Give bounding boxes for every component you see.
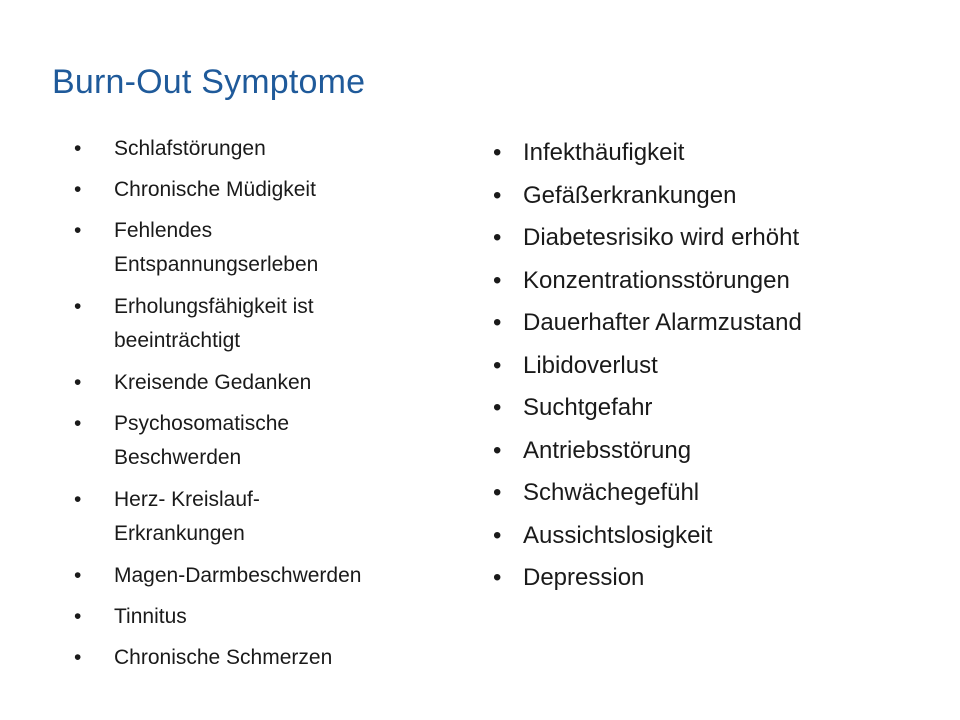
list-item-text: Psychosomatische Beschwerden [114, 412, 290, 469]
list-item-text: Antriebsstörung [523, 436, 692, 464]
list-item-text: Konzentrationsstörungen [523, 266, 790, 294]
list-item [74, 483, 344, 551]
list-item-text: Gefäßerkrankungen [523, 181, 737, 209]
list-item [493, 517, 923, 555]
list-item [493, 219, 923, 257]
left-symptom-list [74, 132, 474, 682]
list-item [493, 177, 923, 215]
right-symptom-list [493, 134, 923, 602]
list-item [74, 407, 394, 475]
list-item [493, 432, 923, 470]
list-item [74, 366, 474, 399]
bullet-icon: • [493, 479, 502, 506]
bullet-icon: • [493, 139, 502, 166]
list-item-text: Dauerhafter Alarmzustand [523, 309, 802, 336]
list-item-text: Kreisende Gedanken [114, 371, 312, 394]
bullet-icon: • [74, 219, 82, 242]
list-item [74, 214, 394, 282]
list-item-text: Schlafstörungen [114, 137, 266, 160]
bullet-icon: • [493, 564, 502, 591]
bullet-icon: • [493, 224, 502, 251]
bullet-icon: • [74, 564, 82, 587]
list-item-text: Depression [523, 564, 645, 591]
bullet-icon: • [74, 646, 82, 669]
list-item [493, 559, 923, 597]
list-item [74, 290, 434, 358]
bullet-icon: • [74, 605, 82, 628]
bullet-icon: • [74, 178, 82, 201]
list-item-text: Libidoverlust [523, 351, 658, 379]
list-item [74, 173, 474, 206]
list-item-text: Schwächegefühl [523, 479, 700, 506]
list-item-text: Fehlendes Entspannungserleben [114, 219, 319, 276]
bullet-icon: • [74, 295, 82, 318]
list-item [74, 132, 474, 165]
bullet-icon: • [74, 371, 82, 394]
bullet-icon: • [493, 181, 502, 209]
bullet-icon: • [493, 436, 502, 464]
bullet-icon: • [74, 412, 82, 435]
bullet-icon: • [493, 266, 502, 294]
list-item [493, 474, 923, 512]
list-item-text: Diabetesrisiko wird erhöht [523, 224, 800, 251]
list-item-text: Chronische Müdigkeit [114, 178, 316, 201]
bullet-icon: • [493, 351, 502, 379]
list-item-text: Tinnitus [114, 605, 187, 628]
list-item [493, 304, 923, 342]
list-item [493, 389, 923, 427]
list-item-text: Herz- Kreislauf-Erkrankungen [114, 488, 260, 545]
list-item [493, 262, 923, 300]
list-item-text: Suchtgefahr [523, 394, 653, 421]
list-item [493, 347, 923, 385]
list-item-text: Chronische Schmerzen [114, 646, 333, 669]
bullet-icon: • [493, 394, 502, 421]
bullet-icon: • [74, 488, 82, 511]
list-item [74, 641, 474, 674]
list-item-text: Magen-Darmbeschwerden [114, 564, 362, 587]
slide-title: Burn-Out Symptome [52, 63, 366, 101]
list-item [74, 600, 474, 633]
bullet-icon: • [74, 137, 82, 160]
list-item [74, 559, 474, 592]
list-item-text: Erholungsfähigkeit ist beeinträchtigt [114, 295, 314, 352]
list-item-text: Aussichtslosigkeit [523, 521, 713, 549]
list-item-text: Infekthäufigkeit [523, 139, 685, 166]
bullet-icon: • [493, 309, 502, 336]
list-item [493, 134, 923, 172]
bullet-icon: • [493, 521, 502, 549]
